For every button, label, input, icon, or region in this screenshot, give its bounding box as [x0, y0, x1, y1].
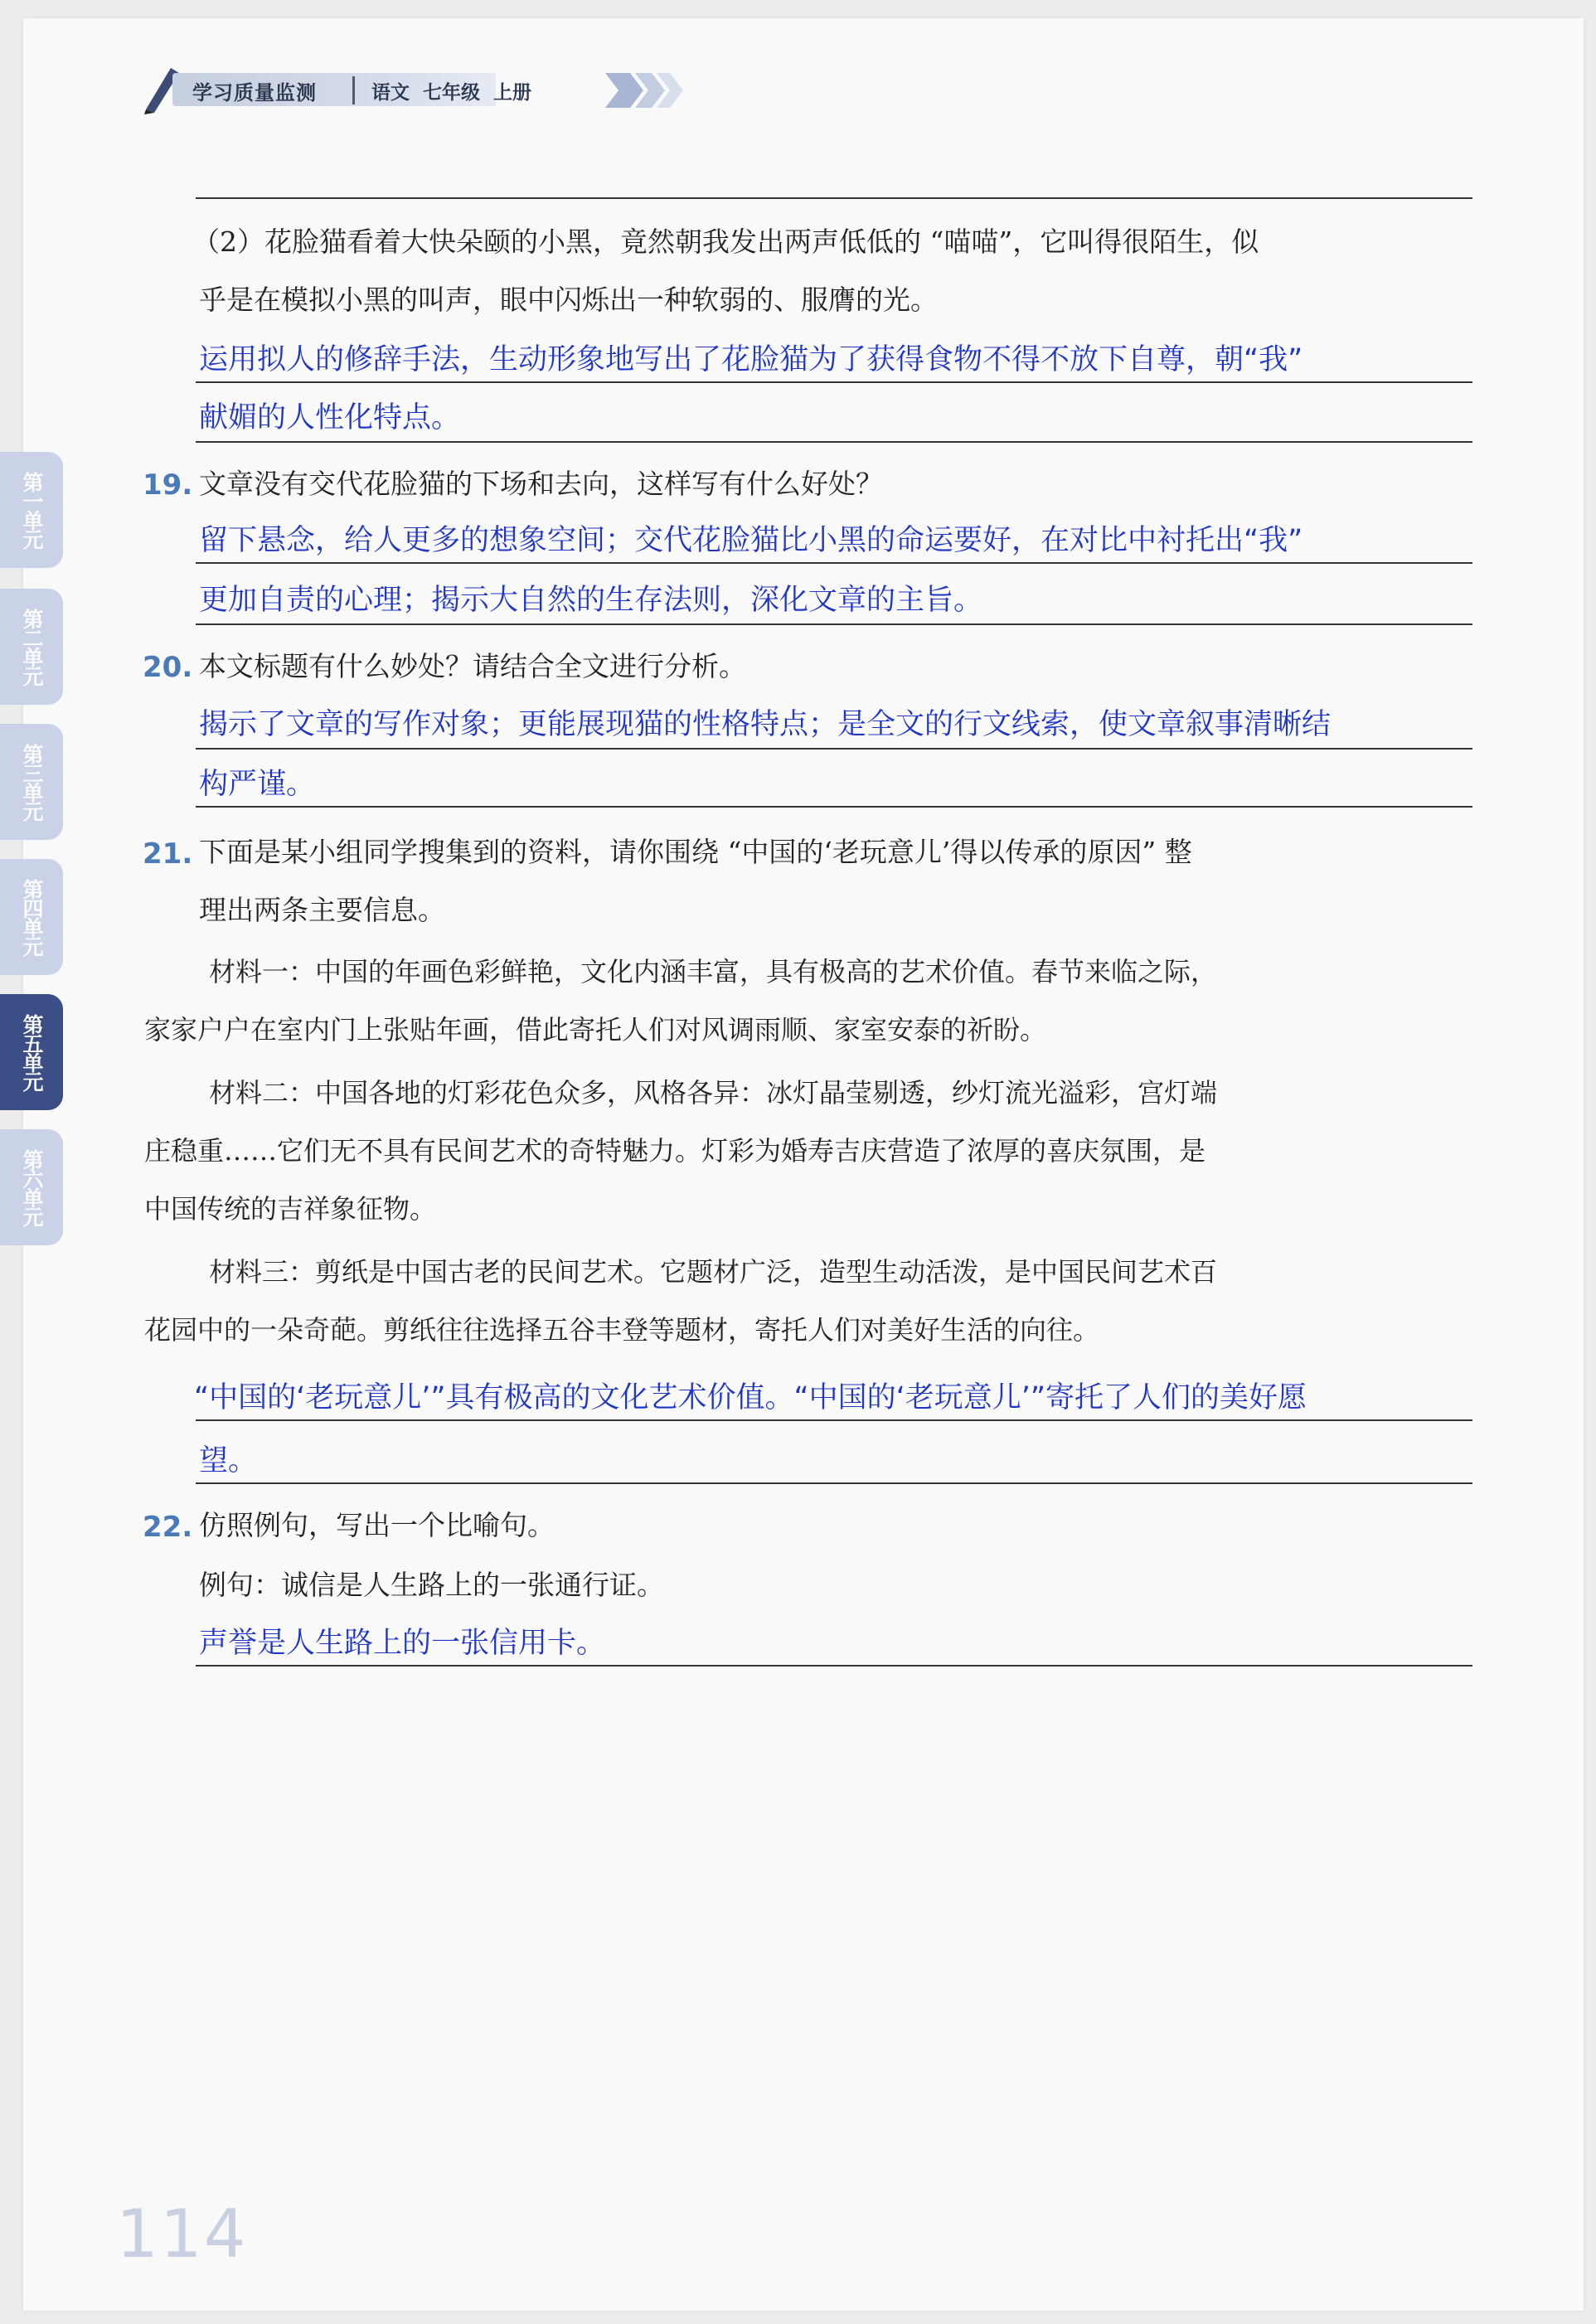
q21-prompt-line2: 理出两条主要信息。	[199, 894, 445, 926]
q18-answer-line1: 运用拟人的修辞手法，生动形象地写出了花脸猫为了获得食物不得不放下自尊，朝“我”	[199, 343, 1303, 376]
answer-line	[196, 1419, 1472, 1421]
answer-line	[196, 197, 1472, 199]
q19-number: 19.	[143, 468, 193, 502]
q21-number: 21.	[143, 837, 193, 871]
tab-unit-4[interactable]: 第四单元	[0, 859, 63, 975]
q20-number: 20.	[143, 651, 193, 684]
tab-unit-1[interactable]: 第一单元	[0, 452, 63, 568]
q21-answer-line2: 望。	[199, 1444, 258, 1477]
answer-line	[196, 441, 1472, 443]
q22-prompt: 仿照例句，写出一个比喻句。	[199, 1509, 555, 1541]
series-title: 学习质量监测	[192, 81, 317, 104]
q18-answer-line2: 献媚的人性化特点。	[199, 401, 461, 434]
subject-grade: 语文 七年级 上册	[371, 82, 532, 104]
q20-answer-line1: 揭示了文章的写作对象；更能展现猫的性格特点；是全文的行文线索，使文章叙事清晰结	[199, 708, 1332, 741]
answer-line	[196, 381, 1472, 383]
tab-unit-3[interactable]: 第三单元	[0, 724, 63, 840]
q19-answer-line1: 留下悬念，给人更多的想象空间；交代花脸猫比小黑的命运要好，在对比中衬托出“我”	[199, 524, 1303, 557]
header-divider	[352, 76, 355, 104]
material1-line2: 家家户户在室内门上张贴年画，借此寄托人们对风调雨顺、家室安泰的祈盼。	[144, 1014, 1047, 1046]
material2-line2: 庄稳重……它们无不具有民间艺术的奇特魅力。灯彩为婚寿吉庆营造了浓厚的喜庆氛围，是	[144, 1135, 1206, 1167]
material2-line1: 材料二：中国各地的灯彩花色众多，风格各异：冰灯晶莹剔透，纱灯流光溢彩，宫灯端	[209, 1077, 1218, 1109]
q21-answer-line1: “中国的‘老玩意儿’”具有极高的文化艺术价值。“中国的‘老玩意儿’”寄托了人们的美好愿	[194, 1381, 1307, 1414]
q18-part2-line1: （2）花脸猫看着大快朵颐的小黑，竟然朝我发出两声低低的 “喵喵”，它叫得很陌生，似	[192, 226, 1259, 258]
q22-number: 22.	[143, 1511, 193, 1544]
q20-prompt: 本文标题有什么妙处？请结合全文进行分析。	[199, 650, 746, 682]
tab-unit-6[interactable]: 第六单元	[0, 1129, 63, 1245]
q18-part2-line2: 乎是在模拟小黑的叫声，眼中闪烁出一种软弱的、服膺的光。	[199, 284, 938, 316]
q22-example: 例句：诚信是人生路上的一张通行证。	[199, 1569, 664, 1601]
q19-answer-line2: 更加自责的心理；揭示大自然的生存法则，深化文章的主旨。	[199, 584, 983, 617]
chevron-arrows-icon	[605, 70, 688, 111]
tab-unit-2[interactable]: 第二单元	[0, 589, 63, 705]
material2-line3: 中国传统的吉祥象征物。	[144, 1193, 437, 1225]
q19-prompt: 文章没有交代花脸猫的下场和去向，这样写有什么好处？	[199, 468, 883, 500]
tab-unit-5[interactable]: 第五单元	[0, 994, 63, 1110]
answer-line	[196, 1482, 1472, 1484]
material3-line1: 材料三：剪纸是中国古老的民间艺术。它题材广泛，造型生动活泼，是中国民间艺术百	[209, 1256, 1218, 1288]
answer-line	[196, 562, 1472, 564]
header-banner	[141, 65, 721, 114]
answer-line	[196, 623, 1472, 625]
q22-answer: 声誉是人生路上的一张信用卡。	[199, 1627, 606, 1660]
answer-line	[196, 806, 1472, 808]
answer-line	[196, 1665, 1472, 1667]
answer-line	[196, 748, 1472, 750]
page-number: 114	[116, 2195, 248, 2273]
material1-line1: 材料一：中国的年画色彩鲜艳，文化内涵丰富，具有极高的艺术价值。春节来临之际，	[209, 956, 1218, 987]
q20-answer-line2: 构严谨。	[199, 768, 316, 801]
material3-line2: 花园中的一朵奇葩。剪纸往往选择五谷丰登等题材，寄托人们对美好生活的向往。	[144, 1314, 1100, 1346]
q21-prompt-line1: 下面是某小组同学搜集到的资料，请你围绕 “中国的‘老玩意儿’得以传承的原因” 整	[199, 836, 1192, 868]
